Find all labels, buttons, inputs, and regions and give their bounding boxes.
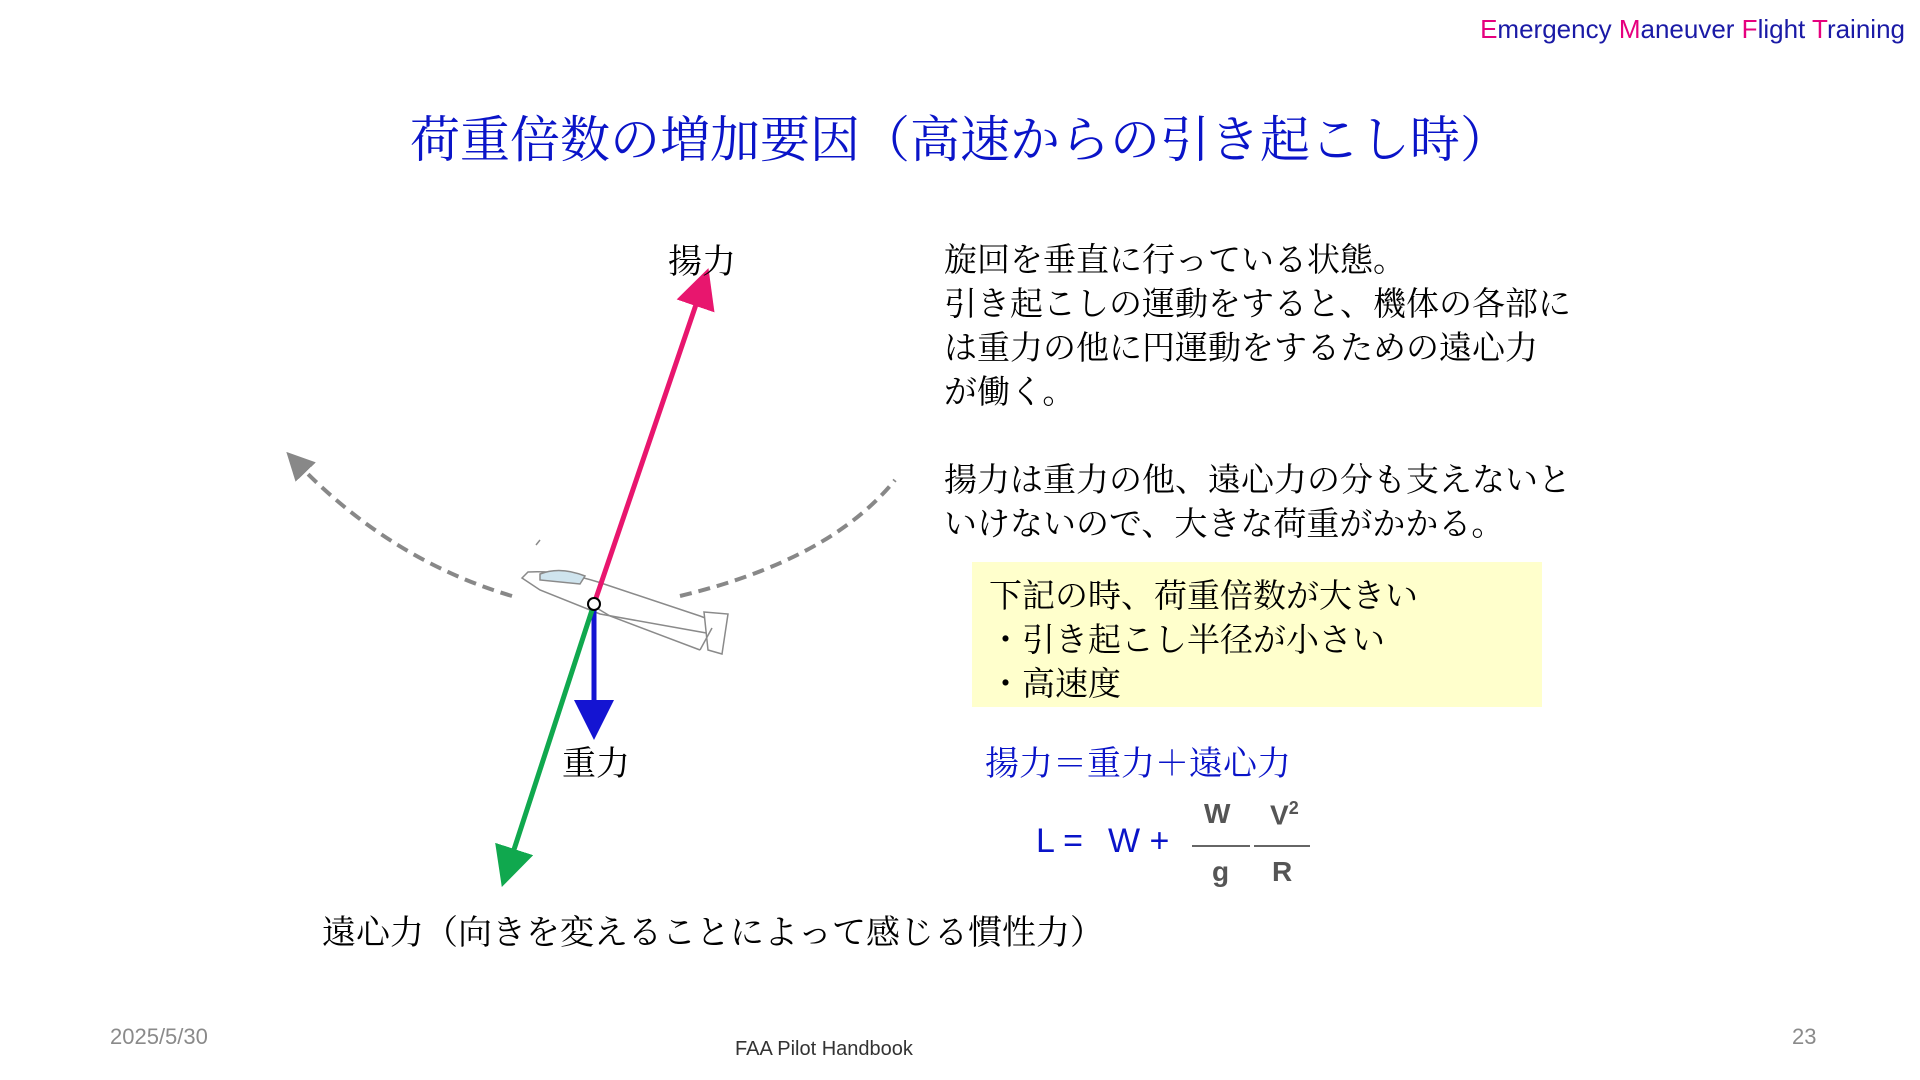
center-of-gravity-marker	[588, 598, 600, 610]
footer-date: 2025/5/30	[110, 1024, 208, 1049]
fraction-1-line	[1192, 845, 1250, 847]
fraction-2-denominator: R	[1272, 856, 1293, 887]
explanation-line: いけないので、大きな荷重がかかる。	[944, 504, 1505, 543]
explanation-line: 旋回を垂直に行っている状態。	[944, 240, 1406, 279]
brand-word-training: raining	[1826, 14, 1905, 44]
footer-source: FAA Pilot Handbook	[735, 1038, 913, 1060]
brand-cap-e: E	[1480, 14, 1498, 44]
velocity-symbol: V	[1270, 799, 1289, 831]
explanation-line: は重力の他に円運動をするための遠心力	[944, 328, 1538, 367]
formula-lhs: L =	[1036, 822, 1083, 860]
explanation-line: 揚力は重力の他、遠心力の分も支えないと	[944, 460, 1571, 499]
slide-title: 荷重倍数の増加要因（高速からの引き起こし時）	[410, 111, 1510, 169]
explanation-line: が働く。	[944, 372, 1076, 411]
page-number: 23	[1792, 1024, 1817, 1049]
note-item: ・引き起こし半径が小さい	[989, 620, 1385, 659]
brand-word-maneuver: aneuver	[1640, 14, 1742, 44]
velocity-exponent: 2	[1288, 798, 1299, 818]
explanation-line	[944, 414, 1571, 458]
brand-cap-m: M	[1618, 14, 1641, 44]
formula-words: 揚力＝重力＋遠心力	[985, 744, 1291, 784]
explanation-text	[944, 238, 1571, 546]
centrifugal-label: 遠心力（向きを変えることによって感じる慣性力）	[322, 913, 1104, 953]
fraction-2-numerator	[1270, 798, 1299, 831]
note-item: ・高速度	[989, 664, 1121, 703]
fraction-1-numerator: W	[1204, 798, 1231, 829]
note-box	[972, 562, 1542, 707]
flight-path-left	[296, 462, 512, 596]
fraction-2-line	[1254, 845, 1310, 847]
brand-cap-t: T	[1812, 14, 1827, 44]
brand-cap-f: F	[1741, 14, 1758, 44]
fraction-1-denominator: g	[1212, 856, 1230, 887]
note-heading: 下記の時、荷重倍数が大きい	[989, 576, 1418, 615]
brand-word-flight: light	[1757, 14, 1813, 44]
glider-icon	[522, 540, 728, 654]
lift-label: 揚力	[668, 242, 736, 282]
gravity-label: 重力	[562, 744, 630, 784]
lift-arrow	[594, 287, 702, 604]
formula-w-term: W +	[1108, 822, 1170, 860]
explanation-line: 引き起こしの運動をすると、機体の各部に	[944, 284, 1571, 323]
flight-path-right	[680, 480, 895, 596]
brand-word-emergency: mergency	[1497, 14, 1619, 44]
